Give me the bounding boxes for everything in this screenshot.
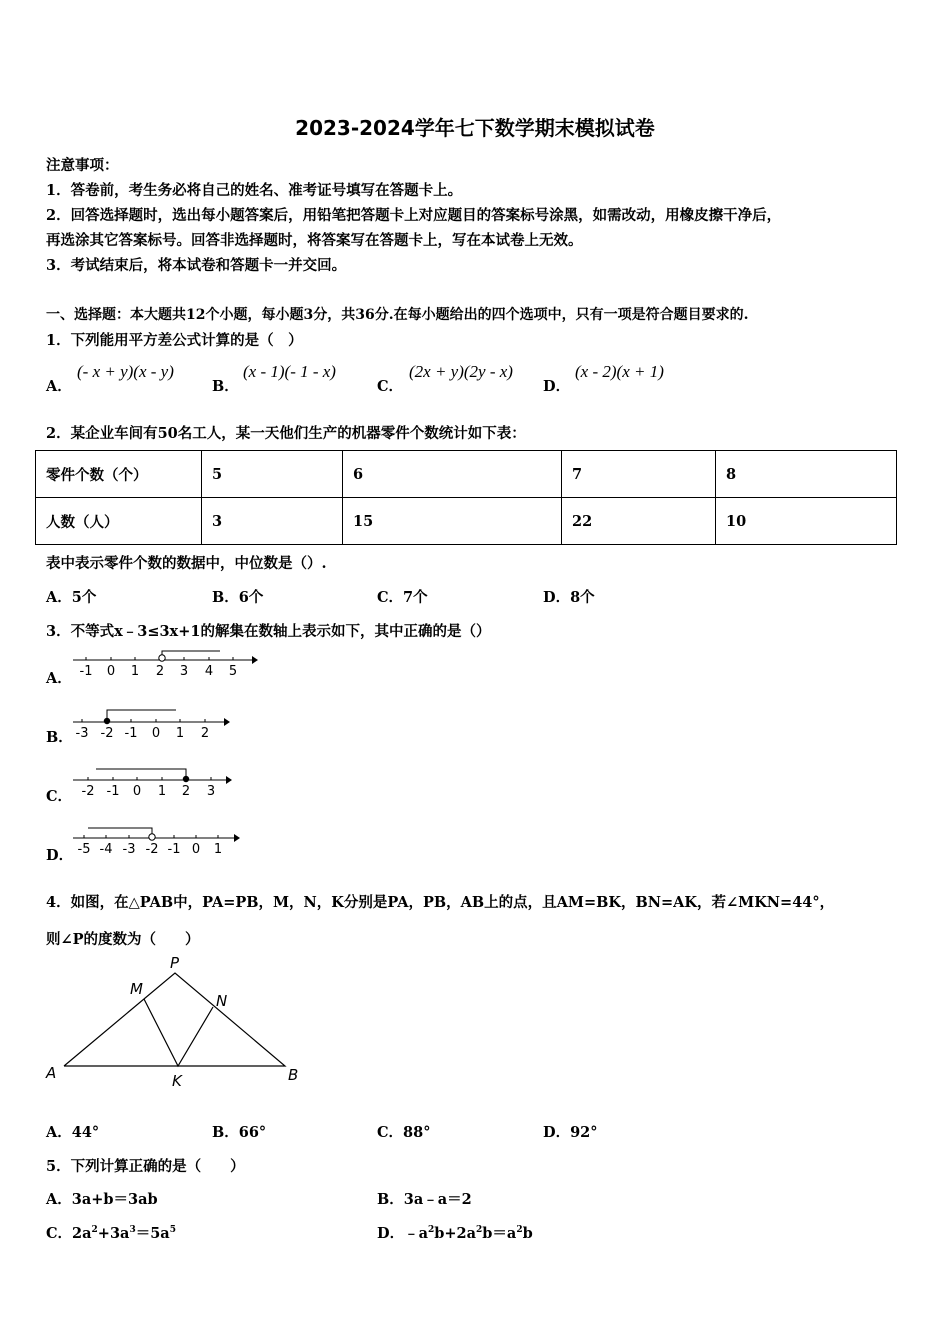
q1-option-d-expr: (x - 2)(x + 1) <box>575 362 664 381</box>
tick-label: 0 <box>191 842 201 856</box>
tick-label: 0 <box>132 784 142 798</box>
q5-option-b-text: 3a﹣a＝2 <box>403 1191 472 1208</box>
point-label-a: A <box>46 1064 57 1082</box>
note-item: 再选涂其它答案标号。回答非选择题时，将答案写在答题卡上，写在本试卷上无效。 <box>46 232 583 249</box>
tick-label: 2 <box>155 664 165 679</box>
tick-label: 5 <box>228 664 238 679</box>
parts-table <box>35 450 897 545</box>
tick-label: -3 <box>122 842 136 856</box>
q1-option-a-expr: (- x + y)(x - y) <box>77 362 174 381</box>
point-label-k: K <box>172 1072 182 1090</box>
tick-label: -4 <box>99 842 113 856</box>
q5-option-a <box>46 1188 158 1209</box>
tick-label: -2 <box>145 842 159 856</box>
tick-label: -3 <box>75 726 89 740</box>
tick-label: 3 <box>179 664 189 679</box>
tick-label: 1 <box>130 664 140 679</box>
notes-heading: 注意事项： <box>46 157 119 174</box>
table-row <box>36 451 897 498</box>
expr-part: b＝a <box>482 1225 517 1242</box>
table-cell: 7 <box>562 451 716 498</box>
table-cell: 3 <box>202 498 343 545</box>
question-5-stem: 5．下列计算正确的是（ ） <box>46 1158 245 1175</box>
expr-part: +3a <box>97 1225 130 1242</box>
exponent: 2 <box>427 1225 435 1236</box>
exponent: 5 <box>169 1225 176 1236</box>
q4-option-c: C．88° <box>377 1124 431 1141</box>
number-line-d <box>68 822 240 856</box>
number-line-c <box>68 764 232 798</box>
tick-label: 2 <box>181 784 191 798</box>
question-1-stem: 1．下列能用平方差公式计算的是（ ） <box>46 332 303 349</box>
q1-option-c-expr: (2x + y)(2y - x) <box>409 362 513 381</box>
expr-part: 2a <box>72 1225 92 1242</box>
expr-part: ＝5a <box>135 1225 170 1242</box>
q3-option-d-label: D． <box>46 847 74 864</box>
table-cell: 8 <box>716 451 897 498</box>
question-2-stem: 2．某企业车间有50名工人，某一天他们生产的机器零件个数统计如下表： <box>46 425 526 442</box>
q2-option-b: B．6个 <box>212 589 264 606</box>
tick-label: 2 <box>200 726 210 740</box>
q3-option-c-label: C． <box>46 788 73 805</box>
table-cell: 6 <box>343 451 562 498</box>
number-line-a <box>68 648 258 680</box>
tick-label: 0 <box>151 726 161 740</box>
q1-option-b-label: B． <box>212 378 239 395</box>
q5-option-c <box>46 1222 176 1243</box>
tick-label: -1 <box>79 664 93 679</box>
table-cell: 零件个数（个） <box>36 451 202 498</box>
table-row <box>36 498 897 545</box>
expr-part: b+2a <box>434 1225 477 1242</box>
exponent: 2 <box>91 1225 98 1236</box>
q2-option-c: C．7个 <box>377 589 428 606</box>
q2-option-d: D．8个 <box>543 589 595 606</box>
q5-option-d <box>377 1222 533 1243</box>
q2-option-a: A．5个 <box>46 589 97 606</box>
question-3-stem: 3．不等式x﹣3≤3x+1的解集在数轴上表示如下，其中正确的是（） <box>46 623 491 640</box>
expr-part: ﹣a <box>404 1225 428 1242</box>
q3-option-b-label: B． <box>46 729 73 746</box>
q5-option-a-text: 3a+b＝3ab <box>71 1191 158 1208</box>
question-2-after: 表中表示零件个数的数据中，中位数是（）. <box>46 555 327 572</box>
question-4-stem: 4．如图，在△PAB中，PA=PB，M，N，K分别是PA，PB，AB上的点，且AM=BK，BN=AK，若∠MKN=44°， <box>46 894 835 911</box>
tick-label: 1 <box>157 784 167 798</box>
q4-option-b: B．66° <box>212 1124 267 1141</box>
tick-label: -1 <box>167 842 181 856</box>
point-label-p: P <box>170 954 180 972</box>
point-label-m: M <box>130 980 143 998</box>
q5-option-b <box>377 1188 472 1209</box>
tick-label: 1 <box>175 726 185 740</box>
q3-option-a-label: A． <box>46 670 72 687</box>
q1-option-c-label: C． <box>377 378 404 395</box>
tick-label: -1 <box>124 726 138 740</box>
q1-option-b-expr: (x - 1)(- 1 - x) <box>243 362 336 381</box>
q4-option-d: D．92° <box>543 1124 598 1141</box>
q4-option-a: A．44° <box>46 1124 100 1141</box>
tick-label: -2 <box>81 784 95 798</box>
tick-label: 1 <box>213 842 223 856</box>
tick-label: 0 <box>106 664 116 679</box>
q5-option-c-label: C． <box>46 1225 73 1242</box>
q5-option-a-label: A． <box>46 1191 72 1208</box>
note-item: 3．考试结束后，将本试卷和答题卡一并交回。 <box>46 257 347 274</box>
question-4-stem-cont: 则∠P的度数为（ ） <box>46 931 200 948</box>
section-heading: 一、选择题：本大题共12个小题，每小题3分，共36分.在每小题给出的四个选项中，只有一项是符合题目要求的. <box>46 307 749 323</box>
exponent: 2 <box>516 1225 523 1236</box>
point-label-n: N <box>216 992 228 1010</box>
q5-option-d-label: D． <box>377 1225 405 1242</box>
note-item: 1．答卷前，考生务必将自己的姓名、准考证号填写在答题卡上。 <box>46 182 463 199</box>
triangle-figure <box>42 952 302 1092</box>
q5-option-b-label: B． <box>377 1191 404 1208</box>
number-line-b <box>68 706 230 740</box>
tick-label: -2 <box>100 726 114 740</box>
q1-option-a-label: A． <box>46 378 72 395</box>
point-label-b: B <box>288 1066 299 1084</box>
exponent: 3 <box>129 1225 136 1236</box>
table-cell: 10 <box>716 498 897 545</box>
table-cell: 22 <box>562 498 716 545</box>
page-title: 2023-2024学年七下数学期末模拟试卷 <box>295 116 655 140</box>
table-cell: 15 <box>343 498 562 545</box>
tick-label: -5 <box>77 842 91 856</box>
tick-label: -1 <box>106 784 120 798</box>
note-item: 2．回答选择题时，选出每小题答案后，用铅笔把答题卡上对应题目的答案标号涂黑，如需改动，用橡皮擦干净后， <box>46 207 782 224</box>
table-cell: 5 <box>202 451 343 498</box>
expr-part: b <box>522 1225 533 1242</box>
tick-label: 4 <box>204 664 214 679</box>
exponent: 2 <box>476 1225 483 1236</box>
tick-label: 3 <box>206 784 216 798</box>
table-cell: 人数（人） <box>36 498 202 545</box>
q1-option-d-label: D． <box>543 378 571 395</box>
